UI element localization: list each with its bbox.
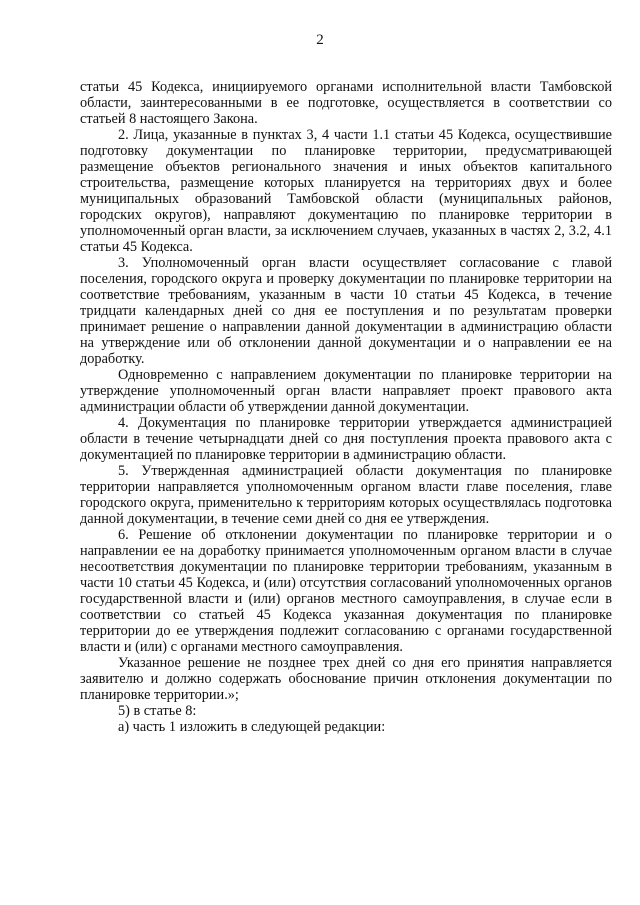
- paragraph-3: 3. Уполномоченный орган власти осуществляет согласование с главой поселения, городского округа и проверку документации по планировке территории на соответствие требованиям, указанным в части 10 статьи 45 Кодекса, в течение тридцати календарных дней со дня ее поступления и по результатам проверки принимает решение о направлении данной документации в администрацию области на утверждение или об отклонении данной документации и о направлении ее на доработку.: [80, 255, 612, 367]
- paragraph-6-addendum: Указанное решение не позднее трех дней со дня его принятия направляется заявителю и должно содержать обоснование причин отклонения документации по планировке территории.»;: [80, 655, 612, 703]
- paragraph-6: 6. Решение об отклонении документации по планировке территории и о направлении ее на доработку принимается уполномоченным органом власти в случае несоответствия документации по планировке территории требованиям, указанным в части 10 статьи 45 Кодекса, и (или) отсутствия согласований уполномоченных органов государственной власти и (или) органов местного самоуправления, в случае если в соответствии со статьей 45 Кодекса указанная документация по планировке территории до ее утверждения подлежит согласованию с органами государственной власти и (или) с органами местного самоуправления.: [80, 527, 612, 655]
- page-number: 2: [316, 32, 324, 48]
- amendment-item-5: 5) в статье 8:: [118, 703, 197, 719]
- paragraph-2: 2. Лица, указанные в пунктах 3, 4 части 1.1 статьи 45 Кодекса, осуществившие подготовку документации по планировке территории, предусматривающей размещение объектов регионального значения и иных объектов капитального строительства, размещение которых планируется на территориях двух и более муниципальных образований Тамбовской области (муниципальных районов, городских округов), направляют документацию по планировке территории в уполномоченный орган власти, за исключением случаев, указанных в частях 2, 3.2, 4.1 статьи 45 Кодекса.: [80, 127, 612, 255]
- document-body: [80, 79, 612, 735]
- paragraph-continuation: статьи 45 Кодекса, инициируемого органами исполнительной власти Тамбовской области, заинтересованными в ее подготовке, осуществляется в соответствии со статьей 8 настоящего Закона.: [80, 79, 612, 127]
- amendment-subitem-a: а) часть 1 изложить в следующей редакции:: [118, 719, 386, 735]
- paragraph-3-addendum: Одновременно с направлением документации по планировке территории на утверждение уполномоченный орган власти направляет проект правового акта администрации области об утверждении данной документации.: [80, 367, 612, 415]
- paragraph-5: 5. Утвержденная администрацией области документация по планировке территории направляется уполномоченным органом власти главе поселения, главе городского округа, применительно к территориям которых осуществлялась подготовка данной документации, в течение семи дней со дня ее утверждения.: [80, 463, 612, 527]
- paragraph-4: 4. Документация по планировке территории утверждается администрацией области в течение четырнадцати дней со дня поступления проекта правового акта с документацией по планировке территории в администрацию области.: [80, 415, 612, 463]
